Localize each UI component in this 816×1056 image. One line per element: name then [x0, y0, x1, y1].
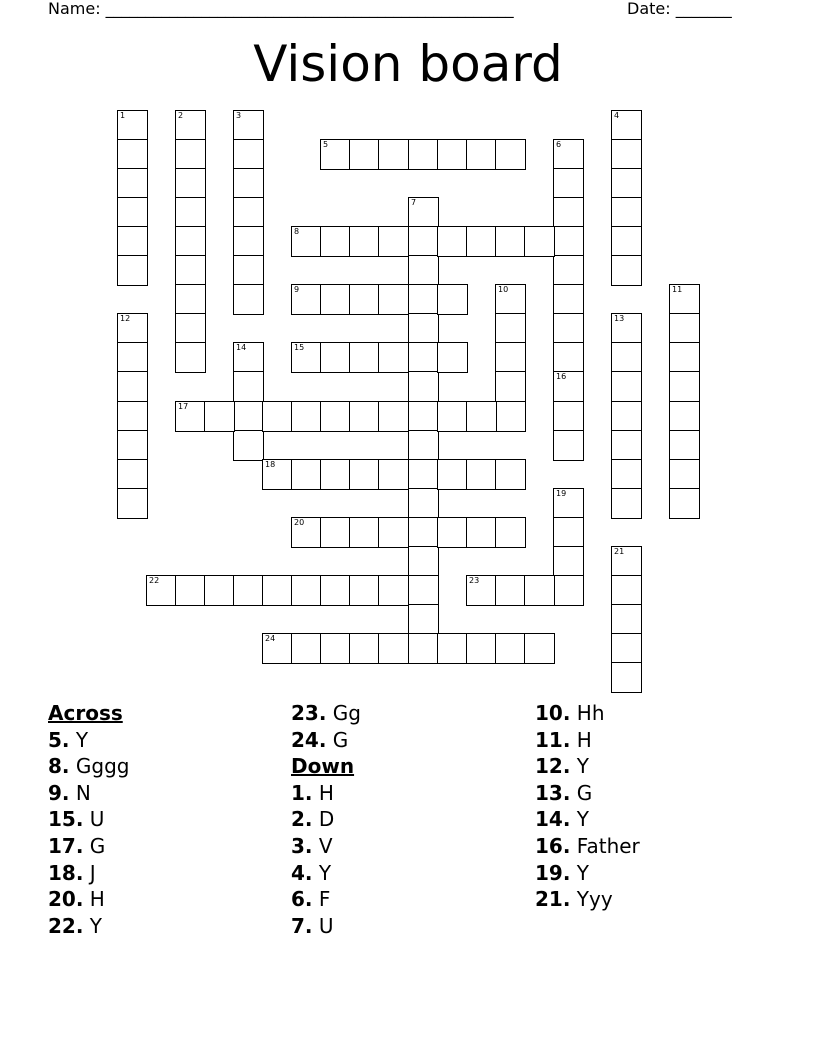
- crossword-cell[interactable]: [611, 575, 642, 606]
- crossword-cell[interactable]: [262, 633, 293, 664]
- crossword-cell[interactable]: [408, 517, 439, 548]
- crossword-cell[interactable]: [320, 633, 351, 664]
- crossword-cell[interactable]: [553, 226, 584, 257]
- crossword-cell[interactable]: [291, 342, 322, 373]
- crossword-cell[interactable]: [611, 371, 642, 402]
- crossword-cell[interactable]: [320, 575, 351, 606]
- clue-text: D: [318, 807, 335, 832]
- crossword-cell[interactable]: [408, 255, 439, 286]
- crossword-cell[interactable]: [611, 604, 642, 635]
- crossword-cell[interactable]: [553, 168, 584, 199]
- clue-number: 18.: [48, 860, 84, 885]
- crossword-cell[interactable]: [611, 488, 642, 519]
- clue-number: 13.: [535, 780, 571, 805]
- crossword-cell[interactable]: [611, 401, 642, 432]
- clue-number: 4.: [291, 860, 313, 885]
- clue-item: [48, 727, 129, 754]
- crossword-cell[interactable]: [320, 139, 351, 170]
- clue-number: 6.: [291, 887, 313, 912]
- clue-item: [535, 727, 640, 754]
- crossword-cell[interactable]: [204, 401, 235, 432]
- crossword-cell[interactable]: [553, 546, 584, 577]
- crossword-cell[interactable]: [408, 488, 439, 519]
- crossword-cell[interactable]: [117, 488, 148, 519]
- crossword-cell[interactable]: [466, 139, 497, 170]
- cell-number: 4: [614, 111, 620, 120]
- clue-text: Y: [75, 727, 89, 752]
- crossword-cell[interactable]: [466, 517, 497, 548]
- cell-number: 2: [178, 111, 184, 120]
- clue-item: [535, 833, 640, 860]
- clue-item: [48, 913, 129, 940]
- crossword-cell[interactable]: [495, 342, 526, 373]
- clue-item: [291, 780, 361, 807]
- crossword-cell[interactable]: [117, 197, 148, 228]
- crossword-cell[interactable]: [378, 284, 409, 315]
- clue-text: N: [75, 780, 91, 805]
- crossword-cell[interactable]: [553, 517, 584, 548]
- clue-item: [48, 886, 129, 913]
- crossword-cell[interactable]: [611, 139, 642, 170]
- crossword-cell[interactable]: [553, 342, 584, 373]
- crossword-cell[interactable]: [378, 226, 409, 257]
- crossword-cell[interactable]: [378, 459, 409, 490]
- crossword-cell[interactable]: [175, 168, 206, 199]
- crossword-cell[interactable]: [408, 459, 439, 490]
- clue-item: [291, 913, 361, 940]
- crossword-cell[interactable]: [524, 633, 555, 664]
- clue-item: [291, 700, 361, 727]
- crossword-cell[interactable]: [495, 575, 526, 606]
- clue-column-1: [48, 700, 129, 939]
- crossword-cell[interactable]: [291, 633, 322, 664]
- crossword-cell[interactable]: [437, 226, 468, 257]
- crossword-cell[interactable]: [611, 662, 642, 693]
- crossword-cell[interactable]: [117, 342, 148, 373]
- crossword-cell[interactable]: [262, 401, 293, 432]
- crossword-cell[interactable]: [204, 575, 235, 606]
- clue-item: [291, 806, 361, 833]
- cell-number: 14: [236, 343, 247, 352]
- crossword-cell[interactable]: [233, 342, 264, 373]
- crossword-cell[interactable]: [233, 284, 264, 315]
- crossword-cell[interactable]: [378, 342, 409, 373]
- crossword-cell[interactable]: [466, 401, 497, 432]
- crossword-cell[interactable]: [349, 459, 380, 490]
- cell-number: 10: [498, 285, 509, 294]
- crossword-cell[interactable]: [553, 313, 584, 344]
- cell-number: 15: [294, 343, 305, 352]
- crossword-cell[interactable]: [349, 401, 380, 432]
- date-field-label: Date: _______: [627, 0, 732, 18]
- crossword-cell[interactable]: [117, 255, 148, 286]
- crossword-cell[interactable]: [408, 575, 439, 606]
- crossword-cell[interactable]: [611, 430, 642, 461]
- crossword-cell[interactable]: [553, 139, 584, 170]
- crossword-cell[interactable]: [146, 575, 177, 606]
- crossword-cell[interactable]: [233, 139, 264, 170]
- crossword-cell[interactable]: [320, 226, 351, 257]
- clue-number: 23.: [291, 701, 327, 725]
- crossword-cell[interactable]: [117, 430, 148, 461]
- crossword-cell[interactable]: [262, 459, 293, 490]
- cell-number: 22: [149, 576, 160, 585]
- clue-item: [48, 833, 129, 860]
- crossword-cell[interactable]: [553, 284, 584, 315]
- crossword-cell[interactable]: [408, 401, 439, 432]
- clue-item: [291, 860, 361, 887]
- crossword-cell[interactable]: [233, 430, 264, 461]
- clue-text: U: [89, 807, 105, 832]
- clue-number: 20.: [48, 887, 84, 912]
- clue-number: 2.: [291, 807, 313, 832]
- crossword-cell[interactable]: [611, 226, 642, 257]
- crossword-cell[interactable]: [553, 401, 584, 432]
- crossword-cell[interactable]: [349, 226, 380, 257]
- page-title: Vision board: [253, 35, 563, 93]
- crossword-cell[interactable]: [233, 401, 264, 432]
- crossword-cell[interactable]: [408, 226, 439, 257]
- crossword-cell[interactable]: [669, 284, 700, 315]
- clue-text: G: [332, 727, 349, 752]
- crossword-cell[interactable]: [611, 633, 642, 664]
- clue-number: 14.: [535, 807, 571, 832]
- clue-number: 3.: [291, 833, 313, 858]
- crossword-cell[interactable]: [320, 342, 351, 373]
- clue-item: [535, 753, 640, 780]
- crossword-cell[interactable]: [669, 313, 700, 344]
- clue-item: [535, 860, 640, 887]
- crossword-cell[interactable]: [408, 284, 439, 315]
- crossword-cell[interactable]: [233, 110, 264, 141]
- crossword-cell[interactable]: [611, 342, 642, 373]
- clue-number: 1.: [291, 780, 313, 805]
- crossword-cell[interactable]: [611, 313, 642, 344]
- crossword-cell[interactable]: [175, 284, 206, 315]
- crossword-cell[interactable]: [553, 575, 584, 606]
- clue-number: 21.: [535, 887, 571, 912]
- clue-text: Y: [576, 807, 590, 832]
- crossword-cell[interactable]: [233, 226, 264, 257]
- crossword-cell[interactable]: [291, 401, 322, 432]
- clue-item: [535, 700, 640, 727]
- clue-number: 8.: [48, 754, 70, 779]
- crossword-cell[interactable]: [233, 168, 264, 199]
- crossword-cell[interactable]: [320, 459, 351, 490]
- clue-text: Y: [576, 754, 590, 779]
- clue-item: [535, 806, 640, 833]
- crossword-cell[interactable]: [437, 401, 468, 432]
- crossword-cell[interactable]: [437, 342, 468, 373]
- crossword-cell[interactable]: [262, 575, 293, 606]
- crossword-cell[interactable]: [175, 110, 206, 141]
- crossword-cell[interactable]: [320, 401, 351, 432]
- crossword-cell[interactable]: [320, 517, 351, 548]
- crossword-cell[interactable]: [233, 197, 264, 228]
- cell-number: 6: [556, 140, 562, 149]
- crossword-cell[interactable]: [495, 371, 526, 402]
- clue-number: 12.: [535, 754, 571, 779]
- cell-number: 24: [265, 634, 276, 643]
- crossword-cell[interactable]: [669, 488, 700, 519]
- crossword-cell[interactable]: [175, 342, 206, 373]
- crossword-cell[interactable]: [175, 575, 206, 606]
- crossword-cell[interactable]: [524, 575, 555, 606]
- down-heading: Down: [291, 754, 355, 779]
- crossword-cell[interactable]: [117, 226, 148, 257]
- cell-number: 19: [556, 489, 567, 498]
- crossword-cell[interactable]: [291, 459, 322, 490]
- crossword-cell[interactable]: [611, 110, 642, 141]
- crossword-cell[interactable]: [291, 517, 322, 548]
- cell-number: 18: [265, 460, 276, 469]
- clue-column-2: [291, 700, 361, 939]
- crossword-cell[interactable]: [495, 139, 526, 170]
- clue-text: H: [89, 887, 105, 912]
- crossword-cell[interactable]: [349, 342, 380, 373]
- crossword-cell[interactable]: [611, 255, 642, 286]
- crossword-cell[interactable]: [669, 430, 700, 461]
- crossword-cell[interactable]: [117, 139, 148, 170]
- crossword-cell[interactable]: [408, 604, 439, 635]
- crossword-cell[interactable]: [495, 517, 526, 548]
- cell-number: 8: [294, 227, 300, 236]
- crossword-cell[interactable]: [669, 371, 700, 402]
- crossword-cell[interactable]: [233, 371, 264, 402]
- crossword-cell[interactable]: [495, 633, 526, 664]
- crossword-cell[interactable]: [117, 371, 148, 402]
- crossword-cell[interactable]: [466, 226, 497, 257]
- crossword-cell[interactable]: [291, 226, 322, 257]
- crossword-cell[interactable]: [553, 430, 584, 461]
- clue-text: J: [89, 860, 96, 885]
- name-field-label: Name: ___________________________________________________: [48, 0, 514, 18]
- clue-text: Gggg: [75, 754, 130, 779]
- clue-number: 10.: [535, 701, 571, 725]
- crossword-cell[interactable]: [117, 313, 148, 344]
- cell-number: 3: [236, 111, 242, 120]
- cell-number: 16: [556, 372, 567, 381]
- clue-text: Gg: [332, 701, 361, 725]
- crossword-cell[interactable]: [611, 197, 642, 228]
- clue-text: H: [576, 727, 592, 752]
- crossword-cell[interactable]: [233, 255, 264, 286]
- clue-text: Hh: [576, 701, 605, 725]
- clue-number: 9.: [48, 780, 70, 805]
- crossword-cell[interactable]: [117, 110, 148, 141]
- clue-item: [291, 886, 361, 913]
- crossword-cell[interactable]: [437, 459, 468, 490]
- crossword-cell[interactable]: [349, 284, 380, 315]
- cell-number: 20: [294, 518, 305, 527]
- crossword-cell[interactable]: [524, 226, 555, 257]
- crossword-cell[interactable]: [611, 546, 642, 577]
- crossword-cell[interactable]: [117, 459, 148, 490]
- clue-number: 19.: [535, 860, 571, 885]
- crossword-cell[interactable]: [437, 633, 468, 664]
- clue-number: 7.: [291, 913, 313, 938]
- crossword-cell[interactable]: [466, 633, 497, 664]
- crossword-cell[interactable]: [553, 197, 584, 228]
- clue-number: 15.: [48, 807, 84, 832]
- crossword-cell[interactable]: [233, 575, 264, 606]
- clue-text: U: [318, 913, 334, 938]
- crossword-cell[interactable]: [466, 575, 497, 606]
- clue-text: Father: [576, 833, 640, 858]
- clue-number: 17.: [48, 833, 84, 858]
- crossword-cell[interactable]: [349, 139, 380, 170]
- clue-item: [291, 833, 361, 860]
- cell-number: 1: [120, 111, 126, 120]
- crossword-cell[interactable]: [408, 430, 439, 461]
- across-heading: Across: [48, 701, 123, 725]
- cell-number: 21: [614, 547, 625, 556]
- crossword-cell[interactable]: [175, 255, 206, 286]
- crossword-cell[interactable]: [669, 459, 700, 490]
- crossword-cell[interactable]: [378, 575, 409, 606]
- crossword-cell[interactable]: [669, 342, 700, 373]
- crossword-cell[interactable]: [408, 633, 439, 664]
- crossword-cell[interactable]: [349, 633, 380, 664]
- cell-number: 5: [323, 140, 329, 149]
- clue-item: [48, 753, 129, 780]
- clue-text: Y: [89, 913, 103, 938]
- crossword-cell[interactable]: [175, 401, 206, 432]
- crossword-cell[interactable]: [349, 517, 380, 548]
- crossword-cell[interactable]: [437, 517, 468, 548]
- crossword-cell[interactable]: [611, 459, 642, 490]
- cell-number: 9: [294, 285, 300, 294]
- crossword-cell[interactable]: [378, 139, 409, 170]
- crossword-cell[interactable]: [320, 284, 351, 315]
- crossword-cell[interactable]: [495, 401, 526, 432]
- crossword-cell[interactable]: [291, 284, 322, 315]
- clue-number: 24.: [291, 727, 327, 752]
- crossword-cell[interactable]: [117, 401, 148, 432]
- crossword-cell[interactable]: [175, 313, 206, 344]
- crossword-cell[interactable]: [378, 401, 409, 432]
- crossword-cell[interactable]: [553, 488, 584, 519]
- clue-number: 22.: [48, 913, 84, 938]
- crossword-cell[interactable]: [495, 313, 526, 344]
- crossword-cell[interactable]: [175, 197, 206, 228]
- cell-number: 12: [120, 314, 131, 323]
- crossword-cell[interactable]: [553, 255, 584, 286]
- crossword-cell[interactable]: [408, 313, 439, 344]
- clue-number: 11.: [535, 727, 571, 752]
- crossword-cell[interactable]: [611, 168, 642, 199]
- clue-item: [48, 780, 129, 807]
- clue-text: G: [576, 780, 593, 805]
- clue-column-3: [535, 700, 640, 913]
- crossword-cell[interactable]: [408, 342, 439, 373]
- crossword-cell[interactable]: [408, 546, 439, 577]
- crossword-cell[interactable]: [175, 226, 206, 257]
- crossword-cell[interactable]: [669, 401, 700, 432]
- clue-item: [48, 806, 129, 833]
- clue-number: 5.: [48, 727, 70, 752]
- crossword-cell[interactable]: [349, 575, 380, 606]
- crossword-cell[interactable]: [495, 284, 526, 315]
- crossword-cell[interactable]: [408, 139, 439, 170]
- clue-text: G: [89, 833, 106, 858]
- crossword-cell[interactable]: [408, 197, 439, 228]
- crossword-cell[interactable]: [175, 139, 206, 170]
- crossword-cell[interactable]: [378, 633, 409, 664]
- clue-number: 16.: [535, 833, 571, 858]
- clue-text: F: [318, 887, 331, 912]
- crossword-cell[interactable]: [437, 139, 468, 170]
- crossword-cell[interactable]: [437, 284, 468, 315]
- cell-number: 13: [614, 314, 625, 323]
- crossword-cell[interactable]: [408, 371, 439, 402]
- crossword-cell[interactable]: [117, 168, 148, 199]
- crossword-cell[interactable]: [553, 371, 584, 402]
- clue-text: H: [318, 780, 334, 805]
- clue-item: [535, 780, 640, 807]
- cell-number: 17: [178, 402, 189, 411]
- crossword-cell[interactable]: [291, 575, 322, 606]
- clue-text: Y: [576, 860, 590, 885]
- clue-text: Y: [318, 860, 332, 885]
- clue-text: Yyy: [576, 887, 613, 912]
- clue-item: [535, 886, 640, 913]
- crossword-cell[interactable]: [495, 226, 526, 257]
- cell-number: 23: [469, 576, 480, 585]
- crossword-cell[interactable]: [378, 517, 409, 548]
- clue-item: [48, 860, 129, 887]
- cell-number: 7: [411, 198, 417, 207]
- clue-item: [291, 727, 361, 754]
- crossword-cell[interactable]: [495, 459, 526, 490]
- cell-number: 11: [672, 285, 683, 294]
- clue-text: V: [318, 833, 333, 858]
- crossword-cell[interactable]: [466, 459, 497, 490]
